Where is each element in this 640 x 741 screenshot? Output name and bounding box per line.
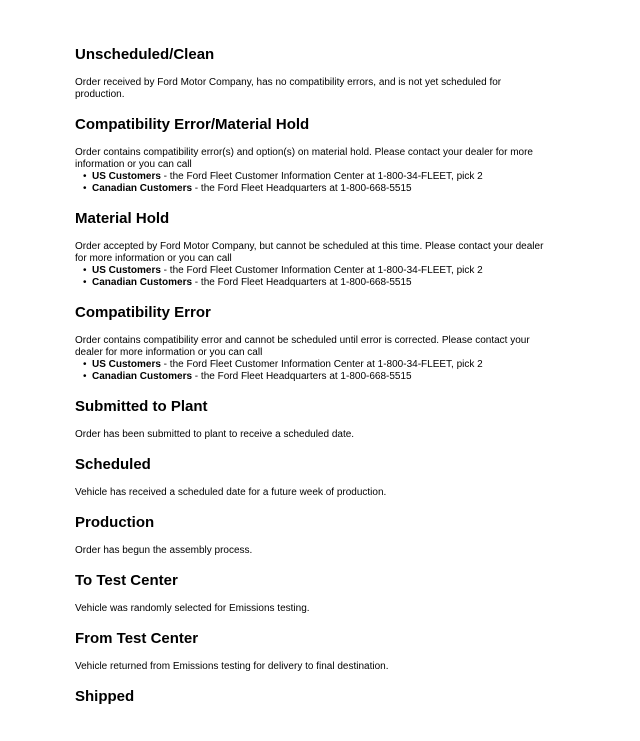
section-body: Vehicle was randomly selected for Emissions testing. bbox=[75, 603, 310, 614]
list-item-text: - the Ford Fleet Headquarters at 1-800-668-5515 bbox=[192, 277, 412, 288]
list-item bbox=[83, 171, 565, 183]
section-body: Order has been submitted to plant to receive a scheduled date. bbox=[75, 429, 355, 440]
section-heading: Compatibility Error/Material Hold bbox=[75, 116, 310, 133]
bullet-icon: • bbox=[83, 371, 87, 382]
section-body: Vehicle returned from Emissions testing for delivery to final destination. bbox=[75, 661, 389, 672]
section-heading: Scheduled bbox=[75, 456, 151, 473]
section-body: Order has begun the assembly process. bbox=[75, 545, 253, 556]
contact-list bbox=[75, 171, 565, 195]
contact-list bbox=[75, 359, 565, 383]
section-submitted-to-plant bbox=[75, 398, 565, 456]
section-heading: Compatibility Error bbox=[75, 304, 211, 321]
list-item-label: Canadian Customers bbox=[92, 371, 193, 382]
contact-list bbox=[75, 265, 565, 289]
section-body: Order accepted by Ford Motor Company, but cannot be scheduled at this time. Please contact your dealer for more information or you can call bbox=[75, 241, 544, 264]
section-heading: Material Hold bbox=[75, 210, 170, 227]
list-item-label: US Customers bbox=[92, 265, 161, 276]
list-item-text: - the Ford Fleet Customer Information Center at 1-800-34-FLEET, pick 2 bbox=[160, 171, 483, 182]
section-body: Vehicle has received a scheduled date for a future week of production. bbox=[75, 487, 387, 498]
bullet-icon: • bbox=[83, 265, 87, 276]
list-item bbox=[83, 277, 565, 289]
section-body: Order contains compatibility error and cannot be scheduled until error is corrected. Please contact your dealer for more information or you can call bbox=[75, 335, 530, 358]
section-production bbox=[75, 514, 565, 572]
list-item-label: Canadian Customers bbox=[92, 277, 193, 288]
list-item bbox=[83, 359, 565, 371]
section-to-test-center bbox=[75, 572, 565, 630]
section-heading: Submitted to Plant bbox=[75, 398, 208, 415]
bullet-icon: • bbox=[83, 171, 87, 182]
section-heading: From Test Center bbox=[75, 630, 199, 647]
section-heading: Shipped bbox=[75, 688, 135, 705]
section-heading: Production bbox=[75, 514, 155, 531]
list-item-text: - the Ford Fleet Headquarters at 1-800-668-5515 bbox=[192, 371, 412, 382]
document-page bbox=[75, 46, 565, 719]
list-item bbox=[83, 371, 565, 383]
list-item-text: - the Ford Fleet Customer Information Center at 1-800-34-FLEET, pick 2 bbox=[160, 265, 483, 276]
section-heading: To Test Center bbox=[75, 572, 178, 589]
list-item bbox=[83, 265, 565, 277]
list-item-label: Canadian Customers bbox=[92, 183, 193, 194]
section-scheduled bbox=[75, 456, 565, 514]
list-item-label: US Customers bbox=[92, 171, 161, 182]
section-heading: Unscheduled/Clean bbox=[75, 46, 215, 63]
bullet-icon: • bbox=[83, 183, 87, 194]
list-item bbox=[83, 183, 565, 195]
bullet-icon: • bbox=[83, 359, 87, 370]
list-item-text: - the Ford Fleet Headquarters at 1-800-668-5515 bbox=[192, 183, 412, 194]
section-material-hold bbox=[75, 210, 565, 304]
section-body: Order received by Ford Motor Company, has no compatibility errors, and is not yet scheduled for production. bbox=[75, 77, 502, 100]
bullet-icon: • bbox=[83, 277, 87, 288]
section-from-test-center bbox=[75, 630, 565, 688]
section-shipped bbox=[75, 688, 565, 706]
section-body: Order contains compatibility error(s) and option(s) on material hold. Please contact your dealer for more information or you can call bbox=[75, 147, 533, 170]
list-item-label: US Customers bbox=[92, 359, 161, 370]
section-compatibility-error-material-hold bbox=[75, 116, 565, 210]
section-unscheduled-clean bbox=[75, 46, 565, 116]
list-item-text: - the Ford Fleet Customer Information Center at 1-800-34-FLEET, pick 2 bbox=[160, 359, 483, 370]
section-compatibility-error bbox=[75, 304, 565, 398]
